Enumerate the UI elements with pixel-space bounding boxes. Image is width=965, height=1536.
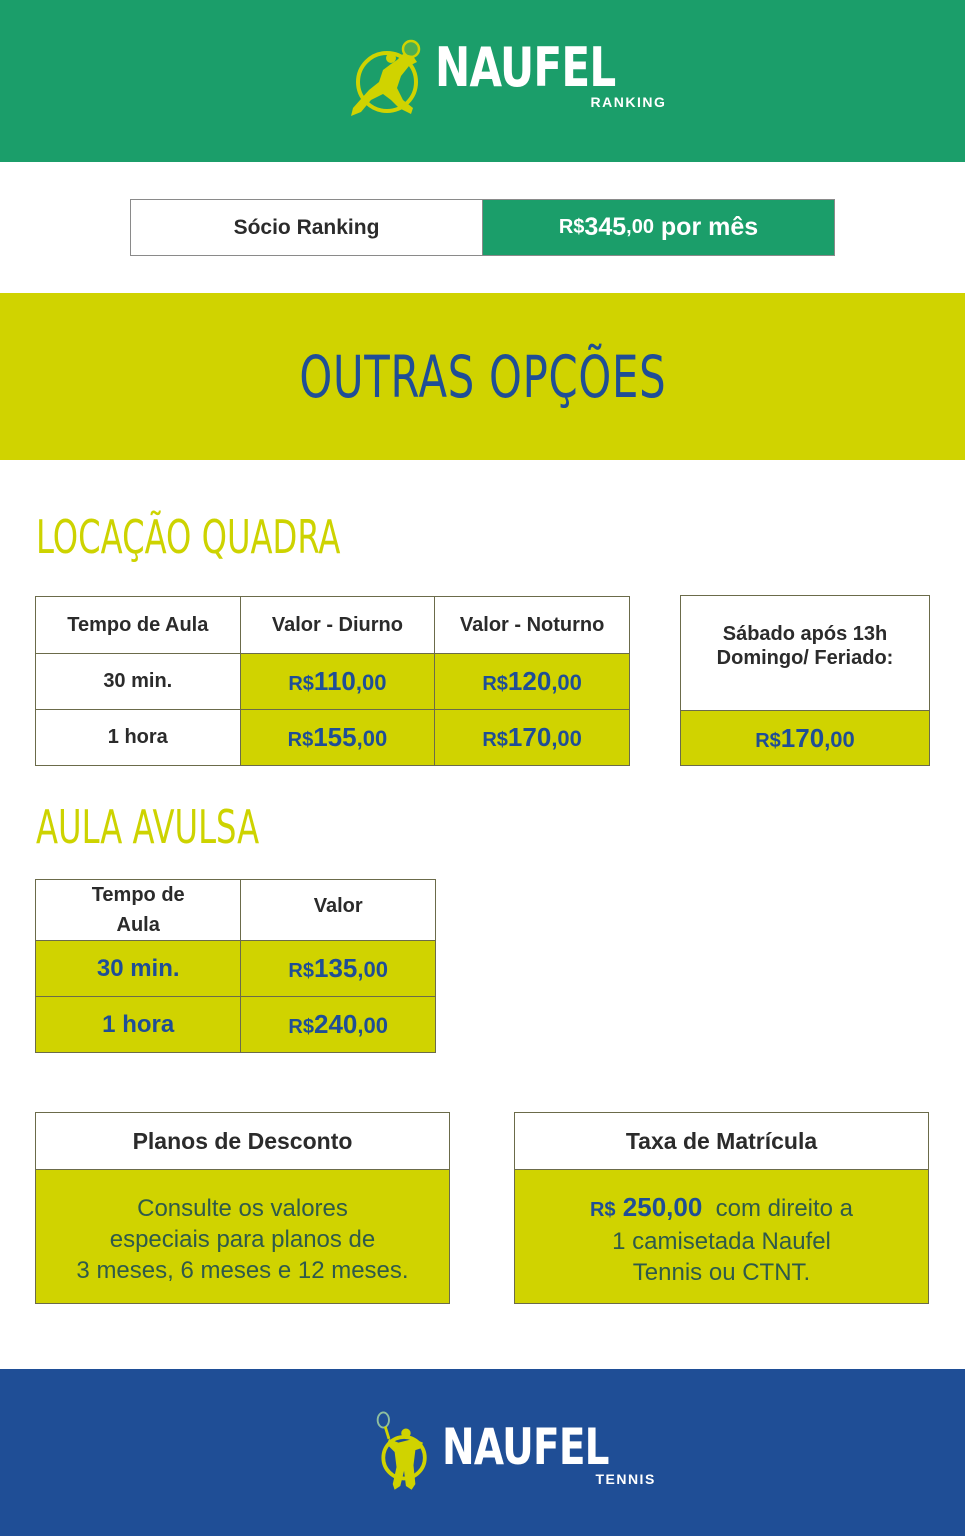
row-label: 30 min. — [36, 654, 241, 710]
row-label: 30 min. — [36, 941, 241, 997]
currency: R$ — [482, 673, 508, 695]
price-whole: 135 — [313, 953, 358, 983]
price-cell — [241, 941, 436, 997]
currency: R$ — [288, 960, 314, 982]
taxa-matricula-box — [514, 1112, 929, 1304]
price-whole: 170 — [507, 722, 552, 752]
box-title: Planos de Desconto — [36, 1113, 449, 1170]
header-line-2: Aula — [116, 914, 160, 936]
box-line: Consulte os valores — [137, 1195, 348, 1222]
socio-label: Sócio Ranking — [131, 200, 483, 255]
price-suffix: por mês — [653, 213, 759, 241]
row-label: 1 hora — [36, 710, 241, 766]
header-banner — [0, 0, 965, 162]
currency: R$ — [755, 729, 781, 752]
tennis-player-icon — [372, 1409, 438, 1497]
aula-avulsa-title: AULA AVULSA — [36, 800, 260, 854]
socio-ranking-bar — [130, 199, 835, 256]
header-valor: Valor — [241, 880, 436, 941]
box-title: Taxa de Matrícula — [515, 1113, 928, 1170]
naufel-ranking-logo — [347, 38, 666, 124]
price-whole: 240 — [313, 1009, 358, 1039]
price-whole: 170 — [780, 722, 825, 753]
footer-banner — [0, 1369, 965, 1536]
weekend-price-box — [680, 595, 930, 766]
price-cents: ,00 — [357, 957, 388, 982]
locacao-quadra-title: LOCAÇÃO QUADRA — [36, 510, 341, 564]
currency: R$ — [482, 729, 508, 751]
header-noturno: Valor - Noturno — [435, 597, 630, 654]
box-line: especiais para planos de — [109, 1226, 376, 1253]
naufel-tennis-logo — [372, 1409, 656, 1497]
currency: R$ — [288, 1016, 314, 1038]
price-cell — [240, 710, 435, 766]
tennis-player-icon — [347, 38, 433, 124]
price-cents: ,00 — [824, 726, 855, 752]
table-row — [36, 997, 436, 1053]
logo-subtitle: RANKING — [590, 94, 667, 110]
logo-wordmark: NAUFEL — [435, 36, 616, 99]
price-value: 250,00 — [615, 1191, 703, 1222]
weekend-line-1: Sábado após 13h — [722, 623, 888, 645]
header-diurno: Valor - Diurno — [240, 597, 435, 654]
table-row — [36, 654, 630, 710]
header-tempo — [36, 880, 241, 941]
price-cents: ,00 — [356, 726, 388, 751]
avulsa-table — [35, 879, 436, 1053]
section-heading: OUTRAS OPÇÕES — [299, 342, 666, 411]
weekend-line-2: Domingo/ Feriado: — [716, 647, 894, 669]
planos-desconto-box — [35, 1112, 450, 1304]
header-line-1: Tempo de — [91, 884, 185, 906]
currency: R$ — [288, 673, 314, 695]
box-line — [590, 1192, 853, 1226]
price-cell — [435, 710, 630, 766]
price-cents: ,00 — [551, 670, 582, 695]
price-whole: 155 — [313, 722, 357, 752]
table-row — [36, 941, 436, 997]
currency: R$ — [589, 1198, 616, 1221]
row-label: 1 hora — [36, 997, 241, 1053]
box-line-rest: com direito a — [702, 1194, 854, 1222]
box-line: Tennis ou CTNT. — [632, 1258, 811, 1286]
price-cell — [240, 654, 435, 710]
currency: R$ — [287, 729, 314, 751]
price-whole: 110 — [313, 666, 356, 696]
table-row — [36, 710, 630, 766]
price-whole: 120 — [507, 666, 552, 696]
locacao-table — [35, 596, 630, 766]
box-line: 3 meses, 6 meses e 12 meses. — [76, 1257, 409, 1284]
outras-opcoes-band — [0, 293, 965, 460]
price-cell — [435, 654, 630, 710]
logo-subtitle: TENNIS — [595, 1471, 656, 1487]
header-tempo: Tempo de Aula — [36, 597, 241, 654]
price-whole: 345 — [584, 213, 627, 241]
price-cents: ,00 — [357, 1013, 388, 1038]
price-cell — [241, 997, 436, 1053]
price-cents: ,00 — [626, 216, 654, 238]
logo-wordmark: NAUFEL — [442, 1418, 609, 1476]
weekend-price — [755, 723, 855, 754]
price-cents: ,00 — [551, 726, 582, 751]
box-line: 1 camisetada Naufel — [612, 1227, 831, 1255]
currency: R$ — [558, 216, 585, 238]
socio-price — [483, 200, 834, 255]
price-cents: ,00 — [355, 670, 387, 695]
